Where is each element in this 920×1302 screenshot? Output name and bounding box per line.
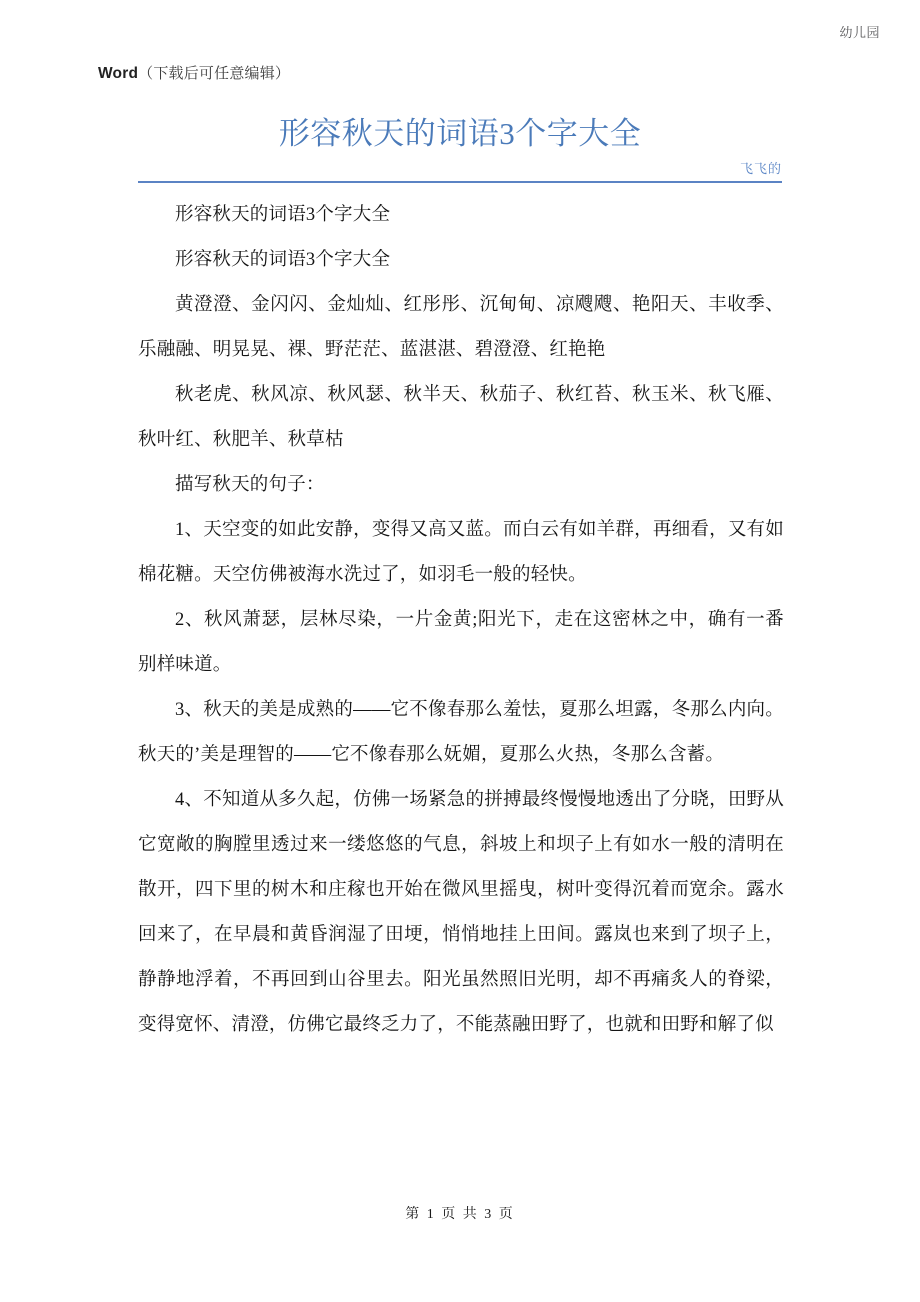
body-paragraph: 黄澄澄、金闪闪、金灿灿、红彤彤、沉甸甸、凉飕飕、艳阳天、丰收季、乐融融、明晃晃、裸、野茫茫、蓝湛湛、碧澄澄、红艳艳 [138, 295, 784, 360]
body-paragraph: 1、天空变的如此安静，变得又高又蓝。而白云有如羊群，再细看，又有如棉花糖。天空仿佛被海水洗过了，如羽毛一般的轻快。 [138, 520, 784, 585]
body-paragraph: 4、不知道从多久起，仿佛一场紧急的拼搏最终慢慢地透出了分晓，田野从它宽敞的胸膛里透过来一缕悠悠的气息，斜坡上和坝子上有如水一般的清明在散开，四下里的树木和庄稼也开始在微风里摇曳，树叶变得沉着而宽余。露水回来了，在早晨和黄昏润湿了田埂，悄悄地挂上田间。露岚也来到了坝子上，静静地浮着，不再回到山谷里去。阳光虽然照旧光明，却不再痛炙人的脊梁，变得宽怀、清澄，仿佛它最终乏力了，不能蒸融田野了，也就和田野和解了似 [138, 790, 784, 1035]
word-watermark-note: （下载后可任意编辑） [138, 65, 291, 82]
body-paragraph: 2、秋风萧瑟，层林尽染，一片金黄;阳光下，走在这密林之中，确有一番别样味道。 [138, 610, 784, 675]
body-paragraph: 形容秋天的词语3个字大全 [175, 250, 391, 270]
document-body [138, 193, 784, 1048]
body-paragraph: 3、秋天的美是成熟的——它不像春那么羞怯，夏那么坦露，冬那么内向。秋天的’美是理智的——它不像春那么妩媚，夏那么火热，冬那么含蓄。 [138, 700, 784, 765]
body-paragraph: 描写秋天的句子： [175, 475, 325, 495]
page-footer: 第 1 页 共 3 页 [405, 1207, 515, 1222]
title-divider [138, 181, 782, 183]
word-brand-label: Word [98, 65, 139, 82]
author-byline: 飞飞的 [739, 161, 782, 176]
category-label: 幼儿园 [839, 25, 880, 40]
body-paragraph: 秋老虎、秋风凉、秋风瑟、秋半天、秋茄子、秋红苔、秋玉米、秋飞雁、秋叶红、秋肥羊、秋草枯 [138, 385, 784, 450]
page-title: 形容秋天的词语3个字大全 [278, 116, 642, 151]
body-paragraph: 形容秋天的词语3个字大全 [175, 205, 391, 225]
word-watermark [98, 62, 290, 83]
page-header [98, 62, 822, 88]
